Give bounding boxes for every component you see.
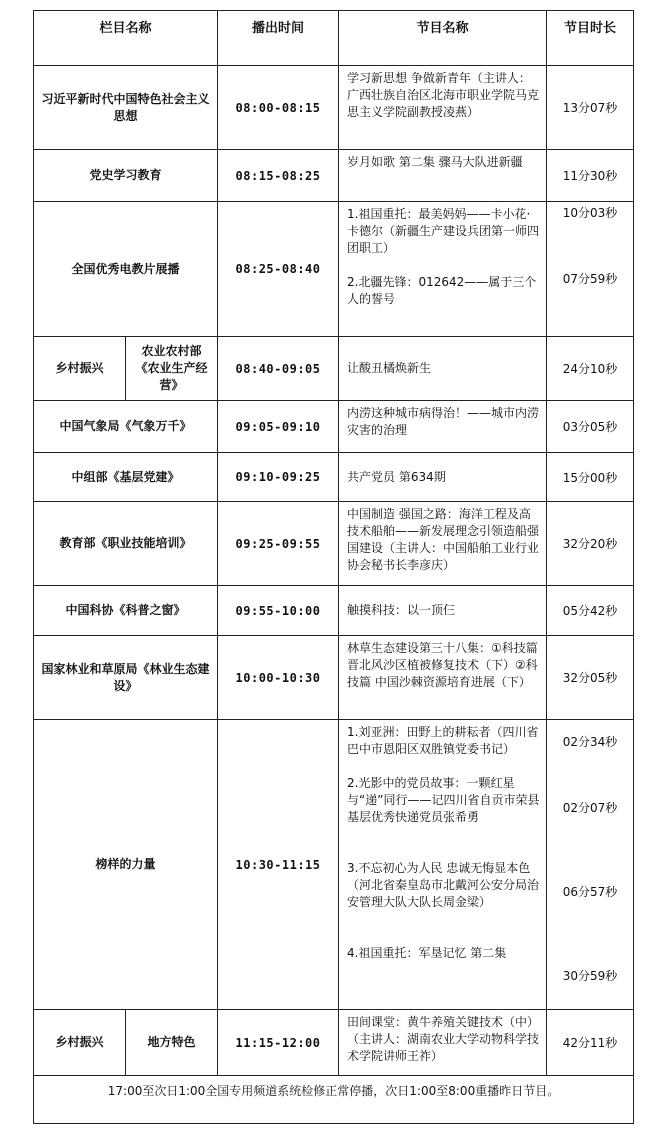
- program-cell: 中国制造 强国之路：海洋工程及高技术船舶——新发展理念引领造船强国建设（主讲人：中国船舶工业行业协会秘书长李彦庆）: [339, 502, 547, 586]
- program-cell: 田间课堂：黄牛养殖关键技术（中）（主讲人：湖南农业大学动物科学技术学院讲师王祚）: [339, 1010, 547, 1076]
- duration-cell: 15分00秒: [547, 453, 634, 502]
- category-cell: 中国科协《科普之窗》: [34, 586, 218, 636]
- program-item: 1.祖国重托：最美妈妈——卡小花·卡德尔（新疆生产建设兵团第一师四团职工）: [347, 207, 540, 255]
- program-item: 4.祖国重托：军垦记忆 第二集: [347, 946, 507, 960]
- program-item: 3.不忘初心为人民 忠诚无悔显本色（河北省秦皇岛市北戴河公安分局治安管理大队大队长周金梁）: [347, 861, 540, 909]
- program-cell: 岁月如歌 第二集 骤马大队进新疆: [339, 150, 547, 202]
- time-cell: 09:25-09:55: [218, 502, 339, 586]
- time-cell: 11:15-12:00: [218, 1010, 339, 1076]
- time-cell: 08:15-08:25: [218, 150, 339, 202]
- program-item: 2.北疆先锋：012642——属于三个人的誓号: [347, 275, 537, 306]
- duration-item: 02分34秒: [562, 735, 618, 749]
- duration-item: 07分59秒: [562, 272, 618, 286]
- category-cell: 榜样的力量: [34, 720, 218, 1010]
- time-cell: 08:00-08:15: [218, 66, 339, 150]
- duration-cell: 42分11秒: [547, 1010, 634, 1076]
- duration-cell: 05分42秒: [547, 586, 634, 636]
- program-item: 2.光影中的党员故事：一颗红星与“递”同行——记四川省自贡市荣县基层优秀快递党员张希勇: [347, 776, 540, 824]
- program-item: 1.刘亚洲：田野上的耕耘者（四川省巴中市恩阳区双胜镇党委书记）: [347, 725, 539, 756]
- category-cell: 中国气象局《气象万千》: [34, 401, 218, 453]
- category-cell: 教育部《职业技能培训》: [34, 502, 218, 586]
- duration-item: 10分03秒: [562, 206, 618, 220]
- subcategory-cell: 地方特色: [126, 1010, 218, 1076]
- category-cell: 全国优秀电教片展播: [34, 202, 218, 337]
- program-cell: 学习新思想 争做新青年（主讲人：广西壮族自治区北海市职业学院马克思主义学院副教授凌燕）: [339, 66, 547, 150]
- program-cell: 触摸科技：以一顶仨: [339, 586, 547, 636]
- duration-item: 30分59秒: [562, 969, 618, 983]
- table-row: [34, 202, 634, 337]
- subcategory-cell: 农业农村部《农业生产经营》: [126, 337, 218, 401]
- program-cell: [339, 720, 547, 1010]
- schedule-table: [33, 10, 634, 1124]
- duration-cell: 32分20秒: [547, 502, 634, 586]
- table-row: [34, 401, 634, 453]
- category-cell: 乡村振兴: [34, 1010, 126, 1076]
- time-cell: 09:55-10:00: [218, 586, 339, 636]
- time-cell: 10:00-10:30: [218, 636, 339, 720]
- time-cell: 10:30-11:15: [218, 720, 339, 1010]
- duration-item: 06分57秒: [562, 885, 618, 899]
- duration-cell: 03分05秒: [547, 401, 634, 453]
- header-program: 节目名称: [339, 11, 547, 66]
- category-cell: 党史学习教育: [34, 150, 218, 202]
- table-row: [34, 586, 634, 636]
- table-row: [34, 1010, 634, 1076]
- program-cell: 让酸丑橘焕新生: [339, 337, 547, 401]
- duration-cell: 13分07秒: [547, 66, 634, 150]
- header-duration: 节目时长: [547, 11, 634, 66]
- duration-cell: 11分30秒: [547, 150, 634, 202]
- header-category: 栏目名称: [34, 11, 218, 66]
- time-cell: 08:25-08:40: [218, 202, 339, 337]
- category-cell: 国家林业和草原局《林业生态建设》: [34, 636, 218, 720]
- footer-row: [34, 1076, 634, 1124]
- program-cell: [339, 202, 547, 337]
- duration-cell: 24分10秒: [547, 337, 634, 401]
- table-row: [34, 453, 634, 502]
- category-cell: 中组部《基层党建》: [34, 453, 218, 502]
- footer-note: 17:00至次日1:00全国专用频道系统检修正常停播，次日1:00至8:00重播昨日节目。: [34, 1076, 634, 1124]
- category-cell: 乡村振兴: [34, 337, 126, 401]
- header-time: 播出时间: [218, 11, 339, 66]
- duration-cell: [547, 202, 634, 337]
- time-cell: 09:05-09:10: [218, 401, 339, 453]
- table-row: [34, 66, 634, 150]
- program-cell: 内涝这种城市病得治！——城市内涝灾害的治理: [339, 401, 547, 453]
- program-cell: 林草生态建设第三十八集：①科技篇 晋北风沙区植被修复技术（下）②科技篇 中国沙棘资源培育进展（下）: [339, 636, 547, 720]
- table-row: [34, 150, 634, 202]
- time-cell: 09:10-09:25: [218, 453, 339, 502]
- table-row: [34, 502, 634, 586]
- table-row: [34, 636, 634, 720]
- category-cell: 习近平新时代中国特色社会主义思想: [34, 66, 218, 150]
- duration-cell: [547, 720, 634, 1010]
- duration-cell: 32分05秒: [547, 636, 634, 720]
- table-row: [34, 337, 634, 401]
- duration-item: 02分07秒: [562, 801, 618, 815]
- header-row: [34, 11, 634, 66]
- time-cell: 08:40-09:05: [218, 337, 339, 401]
- table-row: [34, 720, 634, 1010]
- program-cell: 共产党员 第634期: [339, 453, 547, 502]
